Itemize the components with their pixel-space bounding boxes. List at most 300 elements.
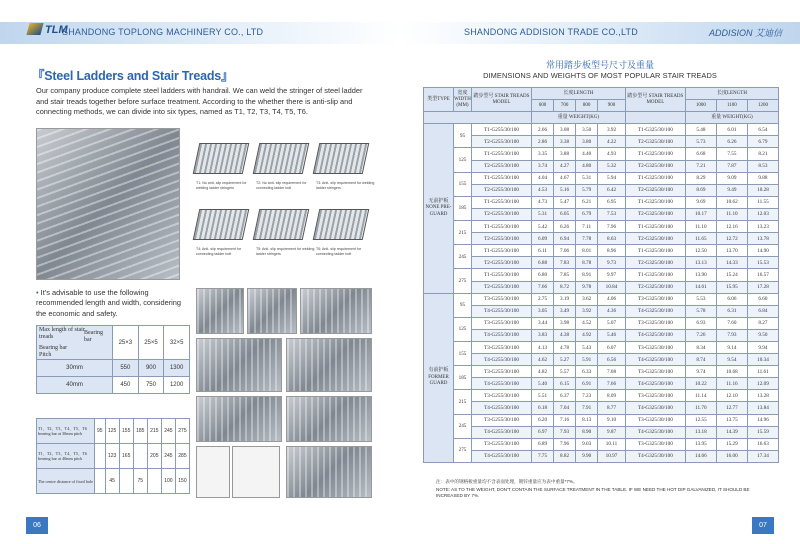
intro-paragraph: Our company produce complete steel ladders with handrail. We can weld the stringer of steel ladder and stair treads together before surface treatment. According to the whether there is anti-slip and connecting methods, we can divide into six types, named as T1, T2, T3, T4, T5, T6. [36,86,363,117]
weight-cell: 8.90 [576,426,598,438]
weight-cell: 5.57 [554,366,576,378]
weight-cell: 10.62 [716,196,747,208]
weight-cell: 8.78 [576,257,598,269]
table-row [424,329,779,341]
model-cell: T2-G325/30/100 [625,160,685,172]
category-former-guard: 有前护板 FORMER GUARD [424,293,454,462]
weight-cell: 8.27 [747,317,778,329]
weight-cell: 12.55 [685,414,716,426]
table-cell: 205 [147,444,161,469]
length-header: 1100 [716,100,747,112]
row-label: 40mm [37,377,113,394]
weight-cell: 4.22 [598,136,626,148]
weight-cell: 17.34 [747,450,778,462]
weight-cell: 7.16 [554,414,576,426]
table-row [424,317,779,329]
weight-cell: 13.23 [747,221,778,233]
tread-caption-t6: T6: Anti- slip requirement for connecting ladder bolt [316,247,362,256]
company-name-left: SHANDONG TOPLONG MACHINERY CO., LTD [62,27,264,37]
weight-cell: 11.70 [685,402,716,414]
weight-cell: 3.92 [598,124,626,136]
weight-cell: 3.98 [554,317,576,329]
weight-cell: 8.72 [554,281,576,293]
table-row [424,281,779,293]
model-cell: T4-G325/30/100 [625,354,685,366]
weight-cell: 14.33 [716,257,747,269]
weight-cell: 4.36 [598,305,626,317]
weight-cell: 15.53 [747,257,778,269]
weight-cell: 3.74 [532,160,554,172]
tread-caption-t4: T4: Anti- slip requirement for connecting ladder bolt [196,247,242,256]
weight-cell: 9.74 [685,366,716,378]
tread-t4-image [193,209,250,240]
weight-cell: 6.89 [532,438,554,450]
weight-cell: 4.82 [532,366,554,378]
weight-cell: 12.16 [716,221,747,233]
model-cell: T1-G325/30/100 [625,221,685,233]
model-cell: T3-G255/30/100 [472,390,532,402]
length-header: 1200 [747,100,778,112]
weight-header [424,112,532,124]
tread-caption-t2: T2: No anti- slip requirement for connecting ladder bolt [256,181,307,190]
clip-photo [196,446,230,498]
company-name-right: SHANDONG ADDISION TRADE CO.,LTD [464,27,638,37]
table-row [424,390,779,402]
weight-cell: 5.42 [532,221,554,233]
logo-text: TLM [45,24,68,36]
weight-cell: 7.96 [598,221,626,233]
weight-cell: 4.06 [598,293,626,305]
weight-cell: 6.11 [532,245,554,257]
weight-cell: 9.54 [716,354,747,366]
weight-cell: 5.32 [598,160,626,172]
tread-t5-image [253,209,310,240]
weight-cell: 7.78 [576,233,598,245]
weight-cell: 2.86 [532,136,554,148]
width-cell: 275 [454,438,472,462]
weight-cell: 6.05 [554,208,576,220]
model-cell: T3-G325/30/100 [625,366,685,378]
table-cell: 1200 [164,377,190,394]
weight-cell: 6.93 [685,317,716,329]
weight-cell: 7.66 [532,281,554,293]
weight-cell: 7.08 [598,366,626,378]
weight-cell: 11.14 [685,390,716,402]
section-title: 『Steel Ladders and Stair Treads』 [32,69,234,83]
weight-cell: 6.31 [716,305,747,317]
width-cell: 155 [454,172,472,196]
table-cell: 100 [161,469,175,494]
stair-photo [36,128,180,280]
weight-cell: 6.80 [532,269,554,281]
model-cell: T1-G325/30/100 [625,245,685,257]
width-cell: 245 [454,245,472,269]
weight-cell: 9.69 [685,196,716,208]
weight-cell: 6.21 [576,196,598,208]
table-cell: 900 [138,360,164,377]
brand-logo: ADDISION 艾迪信 [708,28,782,38]
table-row [424,426,779,438]
weight-cell: 5.31 [576,172,598,184]
table-cell: 185 [133,419,147,444]
weight-cell: 9.90 [576,450,598,462]
weight-cell: 9.09 [716,172,747,184]
weight-cell: 6.88 [532,257,554,269]
weight-cell: 6.95 [598,196,626,208]
model-cell: T4-G255/30/100 [472,426,532,438]
model-cell: T2-G255/30/100 [472,136,532,148]
weight-cell: 6.01 [716,124,747,136]
weight-cell: 12.10 [716,390,747,402]
weight-cell: 5.47 [554,196,576,208]
weight-cell: 8.74 [685,354,716,366]
model-cell: T1-G255/30/100 [472,172,532,184]
weight-cell: 14.96 [747,414,778,426]
weight-cell: 4.67 [554,172,576,184]
model-cell: T2-G255/30/100 [472,257,532,269]
table1-corner [37,326,113,360]
model-cell: T2-G255/30/100 [472,233,532,245]
model-cell: T3-G255/30/100 [472,317,532,329]
weight-cell: 11.16 [716,378,747,390]
corner-bottom-label: Bearing bar Pitch [39,345,68,358]
weight-cell: 9.14 [716,341,747,353]
weight-cell: 9.88 [747,172,778,184]
tread-t1-image [193,143,250,174]
weight-cell: 4.04 [532,172,554,184]
weight-header-a: 重量 WEIGHT(KG) [532,112,626,124]
col-header: 25×5 [138,326,164,360]
weight-cell: 6.26 [554,221,576,233]
table-row [424,245,779,257]
weight-header-b: 重量 WEIGHT(KG) [685,112,778,124]
weight-cell: 13.95 [685,438,716,450]
weight-cell: 7.75 [532,450,554,462]
weight-cell: 8.21 [747,148,778,160]
weight-cell: 6.91 [576,378,598,390]
weight-cell: 8.63 [598,233,626,245]
length-header: 700 [554,100,576,112]
tread-t6-image [313,209,370,240]
table-cell: 150 [175,469,189,494]
model-cell: T4-G255/30/100 [472,329,532,341]
col-header-width: 宽度 WIDTH (MM) [454,88,472,112]
weight-cell: 3.38 [554,136,576,148]
col-header-model-b: 踏步型号 STAIR TREADS MODEL [625,88,685,112]
weight-cell: 7.04 [554,402,576,414]
corner-top-label: Max length of stair treads [39,327,85,340]
model-cell: T3-G325/30/100 [625,414,685,426]
weight-cell: 5.51 [532,390,554,402]
weight-cell: 6.60 [747,293,778,305]
weight-cell: 5.27 [554,354,576,366]
weight-cell: 3.49 [554,305,576,317]
weight-cell: 10.11 [598,438,626,450]
weight-cell: 5.78 [685,305,716,317]
table-row [424,450,779,462]
table-title-en: DIMENSIONS AND WEIGHTS OF MOST POPULAR STAIR TREADS [483,71,717,80]
product-photo [286,446,372,498]
weight-cell: 2.66 [532,124,554,136]
weight-cell: 8.09 [598,390,626,402]
weight-cell: 9.73 [598,257,626,269]
model-cell: T4-G255/30/100 [472,305,532,317]
product-photo [286,396,372,442]
table-cell: 125 [105,419,119,444]
model-cell: T4-G255/30/100 [472,450,532,462]
weight-cell: 3.80 [576,136,598,148]
weight-cell: 9.87 [598,426,626,438]
weight-cell: 17.28 [747,281,778,293]
weight-cell: 8.82 [554,450,576,462]
model-cell: T3-G255/30/100 [472,438,532,450]
row-label: 30mm [37,360,113,377]
weight-cell: 9.10 [598,414,626,426]
weight-cell: 8.69 [685,184,716,196]
weight-cell: 9.03 [576,438,598,450]
table-cell: 75 [133,469,147,494]
row-label: T1、T2、T3、T4、T5、T6 bearing bar at 40mm pitch [37,444,95,469]
weight-cell: 7.23 [576,390,598,402]
model-cell: T2-G255/30/100 [472,208,532,220]
width-cell: 245 [454,414,472,438]
table-cell: 45 [105,469,119,494]
weight-cell: 4.80 [576,160,598,172]
weight-cell: 6.26 [716,136,747,148]
weight-cell: 13.70 [716,245,747,257]
weight-header [625,112,685,124]
weight-cell: 4.52 [576,317,598,329]
col-header-length-a: 长度LENGTH [532,88,626,100]
weight-cell: 6.97 [532,426,554,438]
weight-cell: 4.73 [532,196,554,208]
weight-cell: 4.62 [532,354,554,366]
weight-cell: 8.29 [685,172,716,184]
model-cell: T4-G255/30/100 [472,378,532,390]
model-cell: T1-G325/30/100 [625,196,685,208]
model-cell: T1-G325/30/100 [625,172,685,184]
weight-cell: 8.13 [576,414,598,426]
weight-cell: 15.24 [716,269,747,281]
table-row [424,402,779,414]
weight-cell: 6.56 [598,354,626,366]
weight-cell: 12.09 [747,378,778,390]
page-number-right: 07 [752,517,774,534]
table-row [424,354,779,366]
weight-cell: 11.10 [716,208,747,220]
pitch-table [36,418,190,494]
model-cell: T4-G325/30/100 [625,450,685,462]
product-photo [196,338,282,392]
weight-cell: 10.34 [747,354,778,366]
length-header: 1000 [685,100,716,112]
weight-cell: 16.00 [716,450,747,462]
weight-cell: 14.66 [685,450,716,462]
model-cell: T3-G325/30/100 [625,293,685,305]
model-cell: T1-G325/30/100 [625,124,685,136]
weight-cell: 3.50 [576,124,598,136]
weight-cell: 7.53 [598,208,626,220]
corner-right-label: Bearing bar [84,330,103,343]
table-row [424,438,779,450]
advisable-note: • It’s advisable to use the following recommended length and width, considering the economic and safety. [36,288,182,318]
weight-cell: 11.65 [685,233,716,245]
model-cell: T1-G255/30/100 [472,148,532,160]
width-cell: 275 [454,269,472,293]
weight-cell: 10.17 [685,208,716,220]
weight-cell: 6.79 [576,208,598,220]
table-row [424,160,779,172]
weight-cell: 14.90 [747,245,778,257]
product-photo [196,288,244,334]
weight-cell: 8.96 [598,245,626,257]
model-cell: T2-G325/30/100 [625,281,685,293]
weight-cell: 4.78 [554,341,576,353]
table-cell: 245 [161,444,175,469]
model-cell: T1-G325/30/100 [625,148,685,160]
table-row [424,341,779,353]
length-header: 900 [598,100,626,112]
model-cell: T2-G255/30/100 [472,184,532,196]
weight-cell: 7.06 [554,245,576,257]
table-cell: 550 [113,360,139,377]
model-cell: T3-G255/30/100 [472,366,532,378]
weight-cell: 8.34 [685,341,716,353]
weight-cell: 6.79 [747,136,778,148]
weight-cell: 9.49 [716,184,747,196]
weight-cell: 13.78 [747,233,778,245]
weight-cell: 5.53 [685,293,716,305]
weight-cell: 5.73 [685,136,716,148]
table-cell: 750 [138,377,164,394]
weight-cell: 8.01 [576,245,598,257]
width-cell: 95 [454,124,472,148]
width-cell: 185 [454,366,472,390]
weight-cell: 7.96 [554,438,576,450]
weight-cell: 13.18 [685,426,716,438]
weight-cell: 13.28 [747,390,778,402]
weight-cell: 3.35 [532,148,554,160]
weight-cell: 15.95 [716,281,747,293]
weight-cell: 6.42 [598,184,626,196]
weight-cell: 6.07 [598,341,626,353]
width-cell: 95 [454,293,472,317]
right-page [400,0,800,544]
table-cell: 245 [161,419,175,444]
weight-cell: 12.50 [685,245,716,257]
weight-cell: 5.46 [598,329,626,341]
model-cell: T3-G255/30/100 [472,341,532,353]
weight-cell: 10.68 [716,366,747,378]
category-none-guard: 无前护板 NONE PRE-GUARD [424,124,454,293]
col-header-model-a: 踏步型号 STAIR TREADS MODEL [472,88,532,112]
weight-cell: 16.57 [747,269,778,281]
weight-cell: 3.19 [554,293,576,305]
weight-cell: 8.53 [747,160,778,172]
weight-cell: 6.54 [747,124,778,136]
weight-cell: 5.16 [554,184,576,196]
table-cell [119,469,133,494]
model-cell: T4-G325/30/100 [625,378,685,390]
weight-cell: 7.60 [716,317,747,329]
model-cell: T3-G325/30/100 [625,341,685,353]
row-label: T1、T2、T3、T4、T5、T6 bearing bar at 30mm pitch [37,419,95,444]
table-title-cn: 常用踏步板型号尺寸及重量 [545,60,654,70]
tread-t2-image [253,143,310,174]
table-row [424,269,779,281]
weight-cell: 14.39 [716,426,747,438]
width-cell: 215 [454,221,472,245]
model-cell: T4-G255/30/100 [472,354,532,366]
page-number-left: 06 [26,517,48,534]
weight-cell: 7.55 [716,148,747,160]
width-cell: 125 [454,148,472,172]
weight-cell: 6.37 [554,390,576,402]
product-photo [196,396,282,442]
weight-cell: 10.22 [685,378,716,390]
weight-cell: 14.61 [685,281,716,293]
table-cell: 450 [113,377,139,394]
note-en: NOTE: AS TO THE WEIGHT, DON'T CONTAIN THE SURFACE TREATMENT IN THE TABLE. IF WE NEED THE HOT DIP GALVANIZED, IT SHOULD BE INCREASED BY 7%. [436,487,750,499]
width-cell: 215 [454,390,472,414]
weight-cell: 7.93 [716,329,747,341]
weight-cell: 6.94 [554,233,576,245]
weight-cell: 4.92 [576,329,598,341]
model-cell: T4-G255/30/100 [472,402,532,414]
model-cell: T1-G255/30/100 [472,196,532,208]
table-row [424,414,779,426]
model-cell: T2-G325/30/100 [625,184,685,196]
tread-caption-t5: T5: Anti- slip requirement for welding ladder stringers [256,247,315,256]
table-row [424,136,779,148]
weight-cell: 6.09 [532,233,554,245]
weight-cell: 9.94 [747,341,778,353]
model-cell: T1-G255/30/100 [472,124,532,136]
weight-cell: 5.48 [685,124,716,136]
weight-cell: 6.33 [576,366,598,378]
tread-caption-t3: T3: Anti- slip requirement for welding ladder stringers [316,181,375,190]
weight-cell: 13.90 [685,269,716,281]
weight-cell: 3.08 [554,124,576,136]
recommended-length-table [36,325,190,394]
table-row [424,221,779,233]
weight-cell: 7.26 [685,329,716,341]
model-cell: T3-G255/30/100 [472,414,532,426]
table-cell [95,444,106,469]
weight-cell: 7.83 [554,257,576,269]
col-header: 32×5 [164,326,190,360]
weight-cell: 7.21 [685,160,716,172]
table-row [424,196,779,208]
weight-cell: 10.28 [747,184,778,196]
model-cell: T3-G325/30/100 [625,317,685,329]
table-row [424,257,779,269]
model-cell: T1-G325/30/100 [625,269,685,281]
advisable-text: It’s advisable to use the following recommended length and width, considering the economic and safety. [36,288,182,318]
logo-mark-icon [26,23,43,35]
weight-cell: 11.55 [747,196,778,208]
table-row [424,293,779,305]
product-photo [286,338,372,392]
model-cell: T1-G255/30/100 [472,245,532,257]
table-row [424,366,779,378]
weight-cell: 12.72 [716,233,747,245]
weight-cell: 7.11 [576,221,598,233]
weight-cell: 7.93 [554,426,576,438]
table-row [424,378,779,390]
note-cn: 注：表中的钢格板重量均不含表面处理，镀锌重量应为表中重量*7%。 [436,479,578,484]
tread-t3-image [313,143,370,174]
